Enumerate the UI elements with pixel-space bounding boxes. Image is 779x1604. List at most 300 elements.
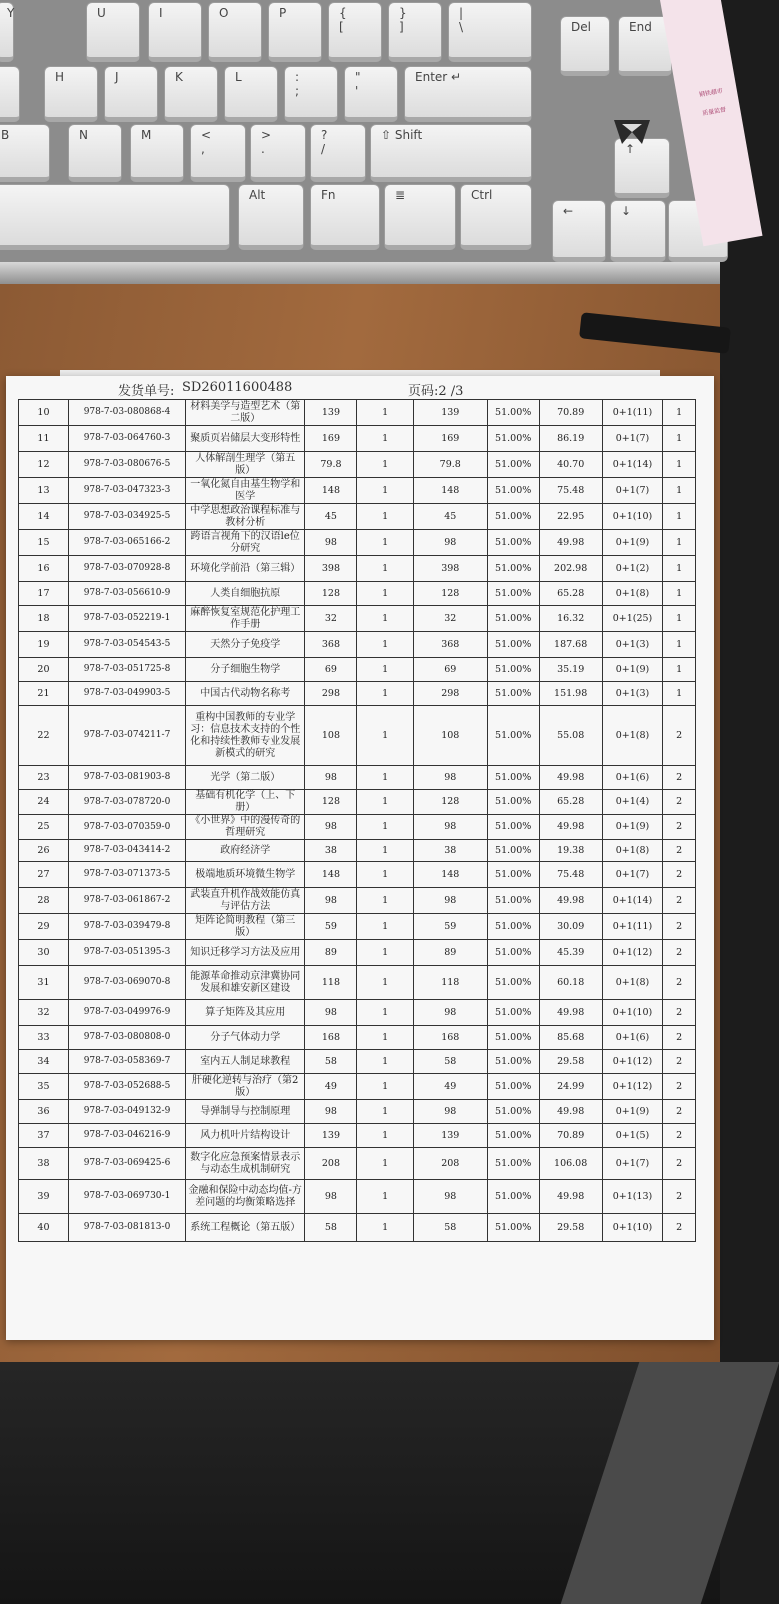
keyboard-key: J [104, 66, 158, 122]
row-discount: 51.00% [487, 940, 539, 966]
row-stock: 0+1(13) [602, 1180, 663, 1214]
row-stock: 0+1(8) [602, 966, 663, 1000]
row-quantity: 1 [357, 706, 413, 766]
row-amount: 49 [413, 1074, 487, 1100]
row-quantity: 1 [357, 966, 413, 1000]
row-net-price: 35.19 [539, 658, 602, 682]
table-row [19, 682, 696, 706]
row-net-price: 30.09 [539, 914, 602, 940]
row-stock: 0+1(11) [602, 400, 663, 426]
row-quantity: 1 [357, 632, 413, 658]
row-title: 数字化应急预案情景表示与动态生成机制研究 [186, 1148, 305, 1180]
row-title: 人体解剖生理学（第五版） [186, 452, 305, 478]
row-quantity: 1 [357, 1214, 413, 1242]
row-quantity: 1 [357, 840, 413, 862]
row-net-price: 202.98 [539, 556, 602, 582]
row-amount: 98 [413, 1000, 487, 1026]
row-amount: 38 [413, 840, 487, 862]
row-net-price: 16.32 [539, 606, 602, 632]
row-net-price: 85.68 [539, 1026, 602, 1050]
row-stock: 0+1(5) [602, 1124, 663, 1148]
row-discount: 51.00% [487, 452, 539, 478]
row-price: 118 [305, 966, 357, 1000]
row-price: 49 [305, 1074, 357, 1100]
row-package: 2 [663, 940, 696, 966]
keyboard-key: < , [190, 124, 246, 182]
table-row [19, 766, 696, 790]
row-price: 168 [305, 1026, 357, 1050]
row-stock: 0+1(3) [602, 632, 663, 658]
table-row [19, 582, 696, 606]
row-number: 34 [19, 1050, 69, 1074]
row-amount: 208 [413, 1148, 487, 1180]
row-amount: 368 [413, 632, 487, 658]
row-amount: 398 [413, 556, 487, 582]
row-isbn: 978-7-03-080808-0 [68, 1026, 185, 1050]
row-package: 1 [663, 682, 696, 706]
row-amount: 58 [413, 1214, 487, 1242]
row-stock: 0+1(9) [602, 815, 663, 840]
keyboard-key: > . [250, 124, 306, 182]
row-amount: 298 [413, 682, 487, 706]
row-title: 能源革命推动京津冀协同发展和雄安新区建设 [186, 966, 305, 1000]
row-net-price: 106.08 [539, 1148, 602, 1180]
row-price: 98 [305, 530, 357, 556]
row-discount: 51.00% [487, 1000, 539, 1026]
keyboard-key [0, 66, 20, 122]
shipping-document [6, 376, 714, 1340]
table-row [19, 966, 696, 1000]
table-row [19, 790, 696, 815]
row-net-price: 49.98 [539, 530, 602, 556]
row-stock: 0+1(6) [602, 1026, 663, 1050]
table-row [19, 1214, 696, 1242]
row-stock: 0+1(6) [602, 766, 663, 790]
row-price: 298 [305, 682, 357, 706]
row-quantity: 1 [357, 1050, 413, 1074]
table-row [19, 940, 696, 966]
row-stock: 0+1(8) [602, 706, 663, 766]
row-package: 2 [663, 1148, 696, 1180]
row-isbn: 978-7-03-049132-9 [68, 1100, 185, 1124]
row-number: 13 [19, 478, 69, 504]
row-title: 材料美学与造型艺术（第二版） [186, 400, 305, 426]
row-title: 武装直升机作战效能仿真与评估方法 [186, 888, 305, 914]
row-net-price: 55.08 [539, 706, 602, 766]
row-discount: 51.00% [487, 790, 539, 815]
row-net-price: 40.70 [539, 452, 602, 478]
row-package: 2 [663, 1180, 696, 1214]
row-number: 36 [19, 1100, 69, 1124]
row-isbn: 978-7-03-069070-8 [68, 966, 185, 1000]
keyboard-edge [0, 262, 720, 284]
row-package: 1 [663, 606, 696, 632]
row-amount: 139 [413, 1124, 487, 1148]
row-title: 《小世界》中的漫传奇的哲理研究 [186, 815, 305, 840]
row-isbn: 978-7-03-071373-5 [68, 862, 185, 888]
row-title: 跨语言视角下的汉语le位分研究 [186, 530, 305, 556]
row-net-price: 75.48 [539, 862, 602, 888]
row-stock: 0+1(8) [602, 582, 663, 606]
row-amount: 58 [413, 1050, 487, 1074]
row-amount: 98 [413, 766, 487, 790]
row-discount: 51.00% [487, 888, 539, 914]
row-discount: 51.00% [487, 766, 539, 790]
row-discount: 51.00% [487, 682, 539, 706]
row-quantity: 1 [357, 682, 413, 706]
row-number: 37 [19, 1124, 69, 1148]
row-quantity: 1 [357, 452, 413, 478]
row-title: 天然分子免疫学 [186, 632, 305, 658]
row-price: 38 [305, 840, 357, 862]
keyboard-key: ← [552, 200, 606, 262]
table-row [19, 426, 696, 452]
row-quantity: 1 [357, 556, 413, 582]
row-discount: 51.00% [487, 1214, 539, 1242]
row-quantity: 1 [357, 530, 413, 556]
row-discount: 51.00% [487, 1148, 539, 1180]
row-stock: 0+1(2) [602, 556, 663, 582]
row-price: 98 [305, 1000, 357, 1026]
items-table-body [19, 400, 696, 1242]
row-price: 98 [305, 1100, 357, 1124]
row-discount: 51.00% [487, 862, 539, 888]
row-stock: 0+1(25) [602, 606, 663, 632]
row-price: 45 [305, 504, 357, 530]
table-row [19, 862, 696, 888]
row-price: 89 [305, 940, 357, 966]
row-number: 30 [19, 940, 69, 966]
row-stock: 0+1(8) [602, 840, 663, 862]
row-isbn: 978-7-03-065166-2 [68, 530, 185, 556]
keyboard-key: K [164, 66, 218, 122]
row-number: 31 [19, 966, 69, 1000]
row-price: 169 [305, 426, 357, 452]
table-row [19, 452, 696, 478]
row-quantity: 1 [357, 658, 413, 682]
row-title: 中国古代动物名称考 [186, 682, 305, 706]
row-package: 2 [663, 1100, 696, 1124]
row-amount: 169 [413, 426, 487, 452]
row-amount: 98 [413, 815, 487, 840]
keyboard-key: } ] [388, 2, 442, 62]
row-price: 58 [305, 1214, 357, 1242]
table-row [19, 1050, 696, 1074]
row-amount: 128 [413, 790, 487, 815]
row-quantity: 1 [357, 582, 413, 606]
row-title: 人类自细胞抗原 [186, 582, 305, 606]
row-package: 2 [663, 1124, 696, 1148]
keyboard-key: | \ [448, 2, 532, 62]
row-stock: 0+1(7) [602, 862, 663, 888]
row-number: 22 [19, 706, 69, 766]
row-net-price: 49.98 [539, 888, 602, 914]
row-net-price: 70.89 [539, 400, 602, 426]
keyboard-key: Enter ↵ [404, 66, 532, 122]
row-price: 208 [305, 1148, 357, 1180]
row-amount: 45 [413, 504, 487, 530]
row-quantity: 1 [357, 940, 413, 966]
row-package: 2 [663, 706, 696, 766]
row-package: 2 [663, 1074, 696, 1100]
row-discount: 51.00% [487, 706, 539, 766]
row-package: 1 [663, 452, 696, 478]
row-number: 23 [19, 766, 69, 790]
row-isbn: 978-7-03-056610-9 [68, 582, 185, 606]
keyboard-key: O [208, 2, 262, 62]
row-title: 聚质页岩储层大变形特性 [186, 426, 305, 452]
row-isbn: 978-7-03-061867-2 [68, 888, 185, 914]
row-amount: 98 [413, 888, 487, 914]
row-number: 29 [19, 914, 69, 940]
row-discount: 51.00% [487, 914, 539, 940]
table-row [19, 815, 696, 840]
row-number: 26 [19, 840, 69, 862]
row-isbn: 978-7-03-039479-8 [68, 914, 185, 940]
row-package: 1 [663, 504, 696, 530]
row-isbn: 978-7-03-070359-0 [68, 815, 185, 840]
row-title: 极端地质环境微生物学 [186, 862, 305, 888]
row-number: 32 [19, 1000, 69, 1026]
table-row [19, 530, 696, 556]
row-quantity: 1 [357, 426, 413, 452]
table-row [19, 504, 696, 530]
row-number: 18 [19, 606, 69, 632]
keyboard-key: Ctrl [460, 184, 532, 250]
row-title: 肝硬化逆转与治疗（第2版） [186, 1074, 305, 1100]
row-stock: 0+1(3) [602, 682, 663, 706]
keyboard-key: H [44, 66, 98, 122]
row-stock: 0+1(9) [602, 1100, 663, 1124]
row-isbn: 978-7-03-080868-4 [68, 400, 185, 426]
row-price: 69 [305, 658, 357, 682]
row-package: 2 [663, 1026, 696, 1050]
row-package: 2 [663, 840, 696, 862]
row-net-price: 86.19 [539, 426, 602, 452]
row-quantity: 1 [357, 1148, 413, 1180]
row-package: 1 [663, 658, 696, 682]
row-discount: 51.00% [487, 840, 539, 862]
row-quantity: 1 [357, 1180, 413, 1214]
row-net-price: 49.98 [539, 1180, 602, 1214]
row-net-price: 75.48 [539, 478, 602, 504]
row-number: 27 [19, 862, 69, 888]
row-number: 20 [19, 658, 69, 682]
row-discount: 51.00% [487, 504, 539, 530]
row-price: 98 [305, 766, 357, 790]
row-net-price: 29.58 [539, 1214, 602, 1242]
keyboard-key: Del [560, 16, 610, 76]
row-isbn: 978-7-03-046216-9 [68, 1124, 185, 1148]
row-isbn: 978-7-03-049903-5 [68, 682, 185, 706]
row-package: 1 [663, 556, 696, 582]
row-stock: 0+1(7) [602, 1148, 663, 1180]
row-amount: 69 [413, 658, 487, 682]
row-title: 导弹制导与控制原理 [186, 1100, 305, 1124]
row-package: 1 [663, 426, 696, 452]
row-discount: 51.00% [487, 582, 539, 606]
keyboard-key: ⇧ Shift [370, 124, 532, 182]
row-isbn: 978-7-03-051725-8 [68, 658, 185, 682]
row-title: 知识迁移学习方法及应用 [186, 940, 305, 966]
row-net-price: 49.98 [539, 815, 602, 840]
row-net-price: 24.99 [539, 1074, 602, 1100]
row-stock: 0+1(4) [602, 790, 663, 815]
row-net-price: 49.98 [539, 1000, 602, 1026]
row-discount: 51.00% [487, 400, 539, 426]
table-row [19, 1148, 696, 1180]
row-price: 128 [305, 582, 357, 606]
order-number: SD26011600488 [182, 380, 293, 395]
row-price: 148 [305, 862, 357, 888]
table-row [19, 1100, 696, 1124]
keyboard-key: M [130, 124, 184, 182]
row-net-price: 29.58 [539, 1050, 602, 1074]
row-net-price: 19.38 [539, 840, 602, 862]
page-label: 页码: [408, 384, 439, 399]
row-quantity: 1 [357, 1026, 413, 1050]
row-quantity: 1 [357, 504, 413, 530]
row-isbn: 978-7-03-034925-5 [68, 504, 185, 530]
keyboard-key: : ; [284, 66, 338, 122]
row-net-price: 187.68 [539, 632, 602, 658]
row-stock: 0+1(11) [602, 914, 663, 940]
row-price: 139 [305, 400, 357, 426]
row-price: 148 [305, 478, 357, 504]
row-quantity: 1 [357, 478, 413, 504]
row-number: 28 [19, 888, 69, 914]
row-title: 中学思想政治课程标准与教材分析 [186, 504, 305, 530]
row-amount: 128 [413, 582, 487, 606]
row-number: 39 [19, 1180, 69, 1214]
row-stock: 0+1(10) [602, 504, 663, 530]
row-stock: 0+1(9) [602, 530, 663, 556]
row-net-price: 70.89 [539, 1124, 602, 1148]
row-amount: 98 [413, 1180, 487, 1214]
row-amount: 108 [413, 706, 487, 766]
row-net-price: 65.28 [539, 790, 602, 815]
row-stock: 0+1(10) [602, 1214, 663, 1242]
row-price: 368 [305, 632, 357, 658]
row-amount: 32 [413, 606, 487, 632]
row-package: 2 [663, 888, 696, 914]
row-isbn: 978-7-03-081813-0 [68, 1214, 185, 1242]
row-price: 59 [305, 914, 357, 940]
row-quantity: 1 [357, 862, 413, 888]
brand-logo-icon [612, 118, 652, 146]
row-isbn: 978-7-03-080676-5 [68, 452, 185, 478]
row-stock: 0+1(10) [602, 1000, 663, 1026]
table-row [19, 1074, 696, 1100]
row-package: 2 [663, 766, 696, 790]
row-amount: 118 [413, 966, 487, 1000]
row-stock: 0+1(12) [602, 1074, 663, 1100]
row-isbn: 978-7-03-051395-3 [68, 940, 185, 966]
row-isbn: 978-7-03-043414-2 [68, 840, 185, 862]
row-quantity: 1 [357, 1074, 413, 1100]
row-stock: 0+1(12) [602, 940, 663, 966]
row-isbn: 978-7-03-052688-5 [68, 1074, 185, 1100]
row-net-price: 151.98 [539, 682, 602, 706]
row-amount: 139 [413, 400, 487, 426]
row-amount: 79.8 [413, 452, 487, 478]
row-title: 分子细胞生物学 [186, 658, 305, 682]
row-number: 33 [19, 1026, 69, 1050]
row-stock: 0+1(7) [602, 426, 663, 452]
row-title: 风力机叶片结构设计 [186, 1124, 305, 1148]
table-row [19, 606, 696, 632]
keyboard-key: End [618, 16, 672, 76]
row-title: 光学（第二版） [186, 766, 305, 790]
row-discount: 51.00% [487, 1050, 539, 1074]
row-number: 12 [19, 452, 69, 478]
row-title: 金融和保险中动态均值-方差问题的均衡策略选择 [186, 1180, 305, 1214]
keyboard-key: L [224, 66, 278, 122]
row-price: 98 [305, 888, 357, 914]
row-stock: 0+1(12) [602, 1050, 663, 1074]
row-isbn: 978-7-03-081903-8 [68, 766, 185, 790]
row-amount: 98 [413, 1100, 487, 1124]
items-table [18, 399, 696, 1242]
row-discount: 51.00% [487, 815, 539, 840]
row-discount: 51.00% [487, 606, 539, 632]
keyboard-key: " ' [344, 66, 398, 122]
row-title: 一氧化氮自由基生物学和医学 [186, 478, 305, 504]
row-title: 重构中国教师的专业学习：信息技术支持的个性化和持续性教师专业发展新模式的研究 [186, 706, 305, 766]
keyboard-key: U [86, 2, 140, 62]
keyboard [0, 0, 720, 292]
keyboard-key: ↓ [610, 200, 666, 262]
row-package: 1 [663, 530, 696, 556]
row-isbn: 978-7-03-052219-1 [68, 606, 185, 632]
row-isbn: 978-7-03-069425-6 [68, 1148, 185, 1180]
row-number: 11 [19, 426, 69, 452]
row-net-price: 49.98 [539, 1100, 602, 1124]
row-quantity: 1 [357, 790, 413, 815]
row-amount: 59 [413, 914, 487, 940]
row-quantity: 1 [357, 914, 413, 940]
row-title: 矩阵论简明教程（第三版） [186, 914, 305, 940]
row-package: 2 [663, 815, 696, 840]
table-row [19, 556, 696, 582]
row-price: 98 [305, 1180, 357, 1214]
row-number: 24 [19, 790, 69, 815]
row-number: 16 [19, 556, 69, 582]
row-quantity: 1 [357, 766, 413, 790]
row-price: 98 [305, 815, 357, 840]
row-net-price: 45.39 [539, 940, 602, 966]
row-net-price: 60.18 [539, 966, 602, 1000]
row-price: 108 [305, 706, 357, 766]
row-number: 38 [19, 1148, 69, 1180]
row-discount: 51.00% [487, 1100, 539, 1124]
row-isbn: 978-7-03-064760-3 [68, 426, 185, 452]
table-row [19, 1180, 696, 1214]
row-number: 21 [19, 682, 69, 706]
row-number: 40 [19, 1214, 69, 1242]
row-package: 2 [663, 966, 696, 1000]
row-number: 25 [19, 815, 69, 840]
row-stock: 0+1(14) [602, 452, 663, 478]
sticker-line-1: 钢铁超市 [698, 87, 724, 99]
order-number-label: 发货单号: [118, 384, 175, 399]
document-header [6, 376, 714, 400]
row-package: 2 [663, 1050, 696, 1074]
row-title: 算子矩阵及其应用 [186, 1000, 305, 1026]
row-title: 政府经济学 [186, 840, 305, 862]
table-row [19, 914, 696, 940]
row-number: 15 [19, 530, 69, 556]
